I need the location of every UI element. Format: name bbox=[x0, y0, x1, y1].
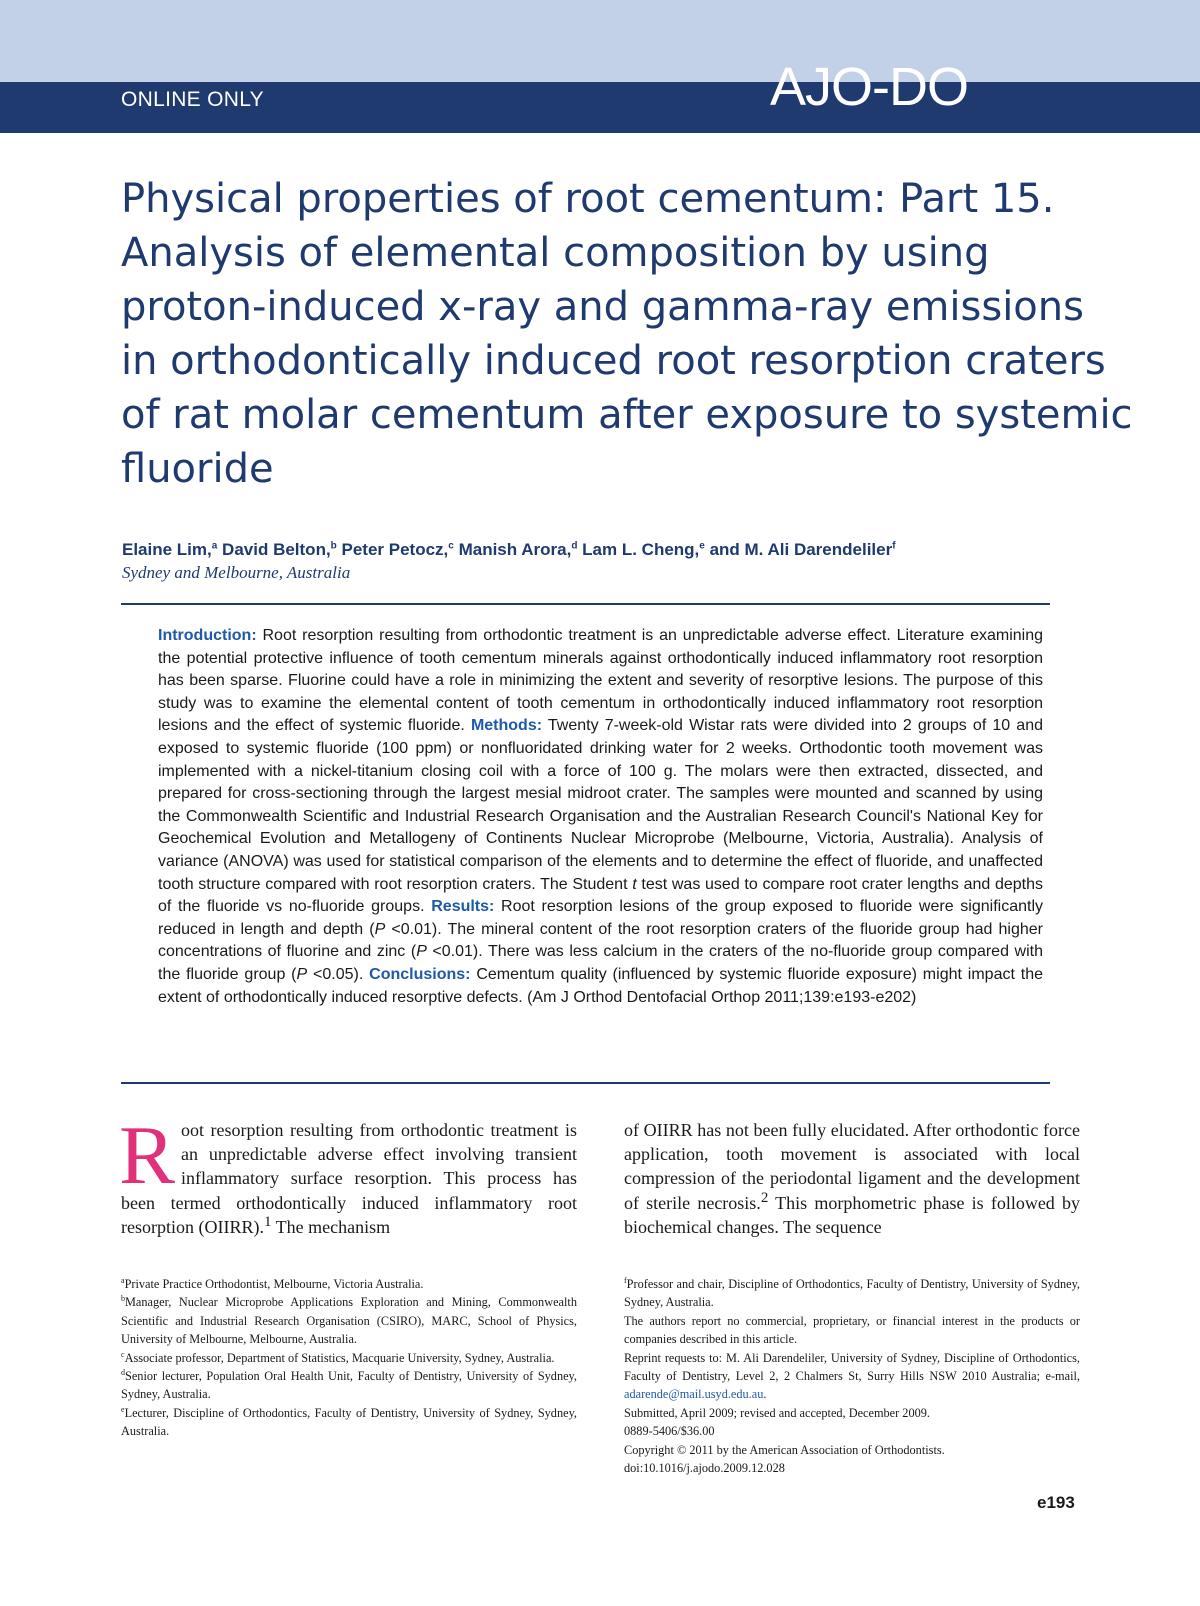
footnote-mark: b bbox=[121, 1294, 125, 1304]
author-name: Lam L. Cheng, bbox=[582, 540, 700, 559]
abstract-methods-cont: test was used to compare root crater lengths and depths of the fluoride vs no-fluoride groups. bbox=[158, 875, 1044, 916]
title-line: Physical properties of root cementum: Part 15. bbox=[121, 176, 1055, 222]
footnote-text: Professor and chair, Discipline of Orthodontics, Faculty of Dentistry, University of Sydney, Sydney, Australia. bbox=[624, 1277, 1080, 1310]
footnote bbox=[121, 1275, 577, 1293]
abstract-conclusions: Cementum quality (influenced by systemic fluoride exposure) might impact the extent of orthodontically induced resorptive defects. (Am J Orthod Dentofacial Orthop 2011;139:e193-e202) bbox=[158, 965, 1043, 1006]
author-name: David Belton, bbox=[222, 540, 331, 559]
author-name: Elaine Lim, bbox=[122, 540, 212, 559]
page-number: e193 bbox=[1037, 1493, 1075, 1512]
footnote-text: Private Practice Orthodontist, Melbourne, Victoria Australia. bbox=[124, 1277, 424, 1291]
title-line: proton-induced x-ray and gamma-ray emissions bbox=[121, 284, 1084, 330]
body-paragraph bbox=[119, 1109, 577, 1239]
author-mark: e bbox=[699, 540, 705, 552]
footnote-text: Associate professor, Department of Statistics, Macquarie University, Sydney, Australia. bbox=[124, 1350, 555, 1365]
abstract-heading-methods: Methods: bbox=[470, 717, 543, 735]
reprint-requests bbox=[624, 1349, 1080, 1404]
copyright: Copyright © 2011 by the American Association of Orthodontists. bbox=[624, 1442, 945, 1457]
footnotes-left bbox=[121, 1275, 577, 1441]
footnote bbox=[624, 1275, 1080, 1312]
body-column-right bbox=[624, 1118, 1080, 1239]
abstract-heading-results: Results: bbox=[431, 898, 495, 916]
reference-mark: 1 bbox=[263, 1213, 272, 1230]
author-mark: d bbox=[571, 540, 578, 552]
journal-logo: AJO-DO bbox=[770, 57, 969, 117]
abstract-results-cont: <0.01). There was less calcium in the craters of the no-fluoride group compared with the fluoride group ( bbox=[158, 943, 1043, 983]
email-link[interactable]: adarende@mail.usyd.edu.au bbox=[624, 1387, 764, 1402]
section-label: ONLINE ONLY bbox=[121, 88, 264, 111]
author-mark: f bbox=[892, 540, 896, 552]
author-name: and M. Ali Darendeliler bbox=[709, 540, 893, 559]
author-name: Manish Arora, bbox=[458, 540, 572, 559]
abstract-introduction: Root resorption resulting from orthodontic treatment is an unpredictable adverse effect. Literature examining the potential protective influence of tooth cementum minerals against orthodontically induced inflammatory root resorption has been sparse. Fluorine could have a role in minimizing the extent and severity of resorptive lesions. The purpose of this study was to examine the elemental content of tooth cementum in orthodontically induced inflammatory root resorption lesions and the effect of systemic fluoride. bbox=[158, 627, 1043, 735]
abstract-text bbox=[158, 625, 1043, 1009]
divider-top bbox=[121, 603, 1050, 605]
author-mark: b bbox=[330, 540, 337, 552]
disclosure: The authors report no commercial, proprietary, or financial interest in the products or companies described in this article. bbox=[624, 1313, 1080, 1347]
body-column-left bbox=[119, 1109, 577, 1239]
italic-p: P bbox=[296, 965, 308, 983]
italic-p: P bbox=[374, 920, 386, 938]
title-line: Analysis of elemental composition by using bbox=[121, 230, 990, 276]
author-name: Peter Petocz, bbox=[341, 540, 449, 559]
body-text: This morphometric phase is followed by biochemical changes. The sequence bbox=[624, 1192, 1080, 1237]
issn: 0889-5406/$36.00 bbox=[624, 1424, 715, 1439]
reprint-text: Reprint requests to: M. Ali Darendeliler, University of Sydney, Discipline of Orthodontics, Faculty of Dentistry, Level 2, 2 Chalmers St, Surry Hills NSW 2010 Australia; e-mail, bbox=[624, 1350, 1080, 1384]
body-paragraph bbox=[624, 1118, 1080, 1239]
author-list bbox=[122, 540, 1082, 560]
abstract-results-cont: <0.05). bbox=[307, 965, 370, 983]
abstract-methods: Twenty 7-week-old Wistar rats were divided into 2 groups of 10 and exposed to systemic fluoride (100 ppm) or nonfluoridated drinking water for 2 weeks. Orthodontic tooth movement was implemented with a nickel-titanium closing coil with a force of 100 g. The molars were then extracted, dissected, and prepared for cross-sectioning through the largest mesial midroot crater. The samples were mounted and scanned by using the Commonwealth Scientific and Industrial Research Organisation and the Australian Research Council's National Key for Geochemical Evolution and Metallogeny of Continents Nuclear Microprobe (Melbourne, Victoria, Australia). Analysis of variance (ANOVA) was used for statistical comparison of the elements and to determine the effect of fluoride, and unaffected tooth structure compared with root resorption craters. The Student bbox=[158, 717, 1043, 893]
reference-mark: 2 bbox=[760, 1189, 769, 1206]
footnote bbox=[121, 1293, 577, 1348]
title-line: in orthodontically induced root resorption craters bbox=[121, 338, 1106, 384]
italic-p: P bbox=[416, 943, 427, 961]
author-mark: c bbox=[448, 540, 454, 552]
title-line: fluoride bbox=[121, 446, 274, 492]
title-line: of rat molar cementum after exposure to systemic bbox=[121, 392, 1133, 438]
author-mark: a bbox=[211, 540, 218, 552]
abstract-results-cont: <0.01). The mineral content of the root resorption craters of the fluoride group had higher concentrations of fluorine and zinc ( bbox=[158, 920, 1044, 961]
body-text: oot resorption resulting from orthodontic treatment is an unpredictable adverse effect involving transient inflammatory surface resorption. This process has been termed orthodontically induced inflammatory root resorption (OIIRR). bbox=[121, 1120, 577, 1237]
italic-t: t bbox=[632, 875, 637, 893]
abstract-results: Root resorption lesions of the group exposed to fluoride were significantly reduced in length and depth ( bbox=[158, 898, 1044, 938]
body-text: of OIIRR has not been fully elucidated. After orthodontic force application, tooth movement is associated with local compression of the periodontal ligament and the development of sterile necrosis. bbox=[624, 1120, 1080, 1213]
footnote-mark: d bbox=[121, 1367, 125, 1377]
abstract-heading-introduction: Introduction: bbox=[158, 627, 257, 644]
doi: doi:10.1016/j.ajodo.2009.12.028 bbox=[624, 1461, 785, 1476]
footnote bbox=[121, 1367, 577, 1404]
footnote-mark: a bbox=[121, 1275, 125, 1285]
reprint-end: . bbox=[763, 1387, 767, 1402]
footnote-mark: f bbox=[624, 1275, 627, 1285]
drop-cap: R bbox=[119, 1109, 176, 1202]
submission-dates: Submitted, April 2009; revised and accepted, December 2009. bbox=[624, 1405, 930, 1420]
abstract-heading-conclusions: Conclusions: bbox=[369, 965, 471, 983]
footnote-text: Lecturer, Discipline of Orthodontics, Faculty of Dentistry, University of Sydney, Sydney, Australia. bbox=[121, 1405, 577, 1439]
footnote-mark: c bbox=[121, 1349, 125, 1359]
body-text: The mechanism bbox=[271, 1216, 391, 1237]
abstract bbox=[158, 625, 1043, 1009]
divider-bottom bbox=[121, 1082, 1050, 1084]
footnotes-right bbox=[624, 1275, 1080, 1477]
footnote bbox=[121, 1349, 577, 1367]
author-location: Sydney and Melbourne, Australia bbox=[122, 563, 351, 582]
footnote bbox=[121, 1404, 577, 1441]
footnote-text: Senior lecturer, Population Oral Health Unit, Faculty of Dentistry, University of Sydney, Sydney, Australia. bbox=[121, 1369, 577, 1402]
article-title bbox=[121, 172, 1133, 496]
header-band bbox=[0, 0, 1200, 82]
footnote-text: Manager, Nuclear Microprobe Applications Exploration and Mining, Commonwealth Scientific and Industrial Research Organisation (CSIRO), MARC, School of Physics, University of Melbourne, Melbourne, Australia. bbox=[121, 1295, 577, 1347]
footnote-mark: e bbox=[121, 1404, 125, 1414]
